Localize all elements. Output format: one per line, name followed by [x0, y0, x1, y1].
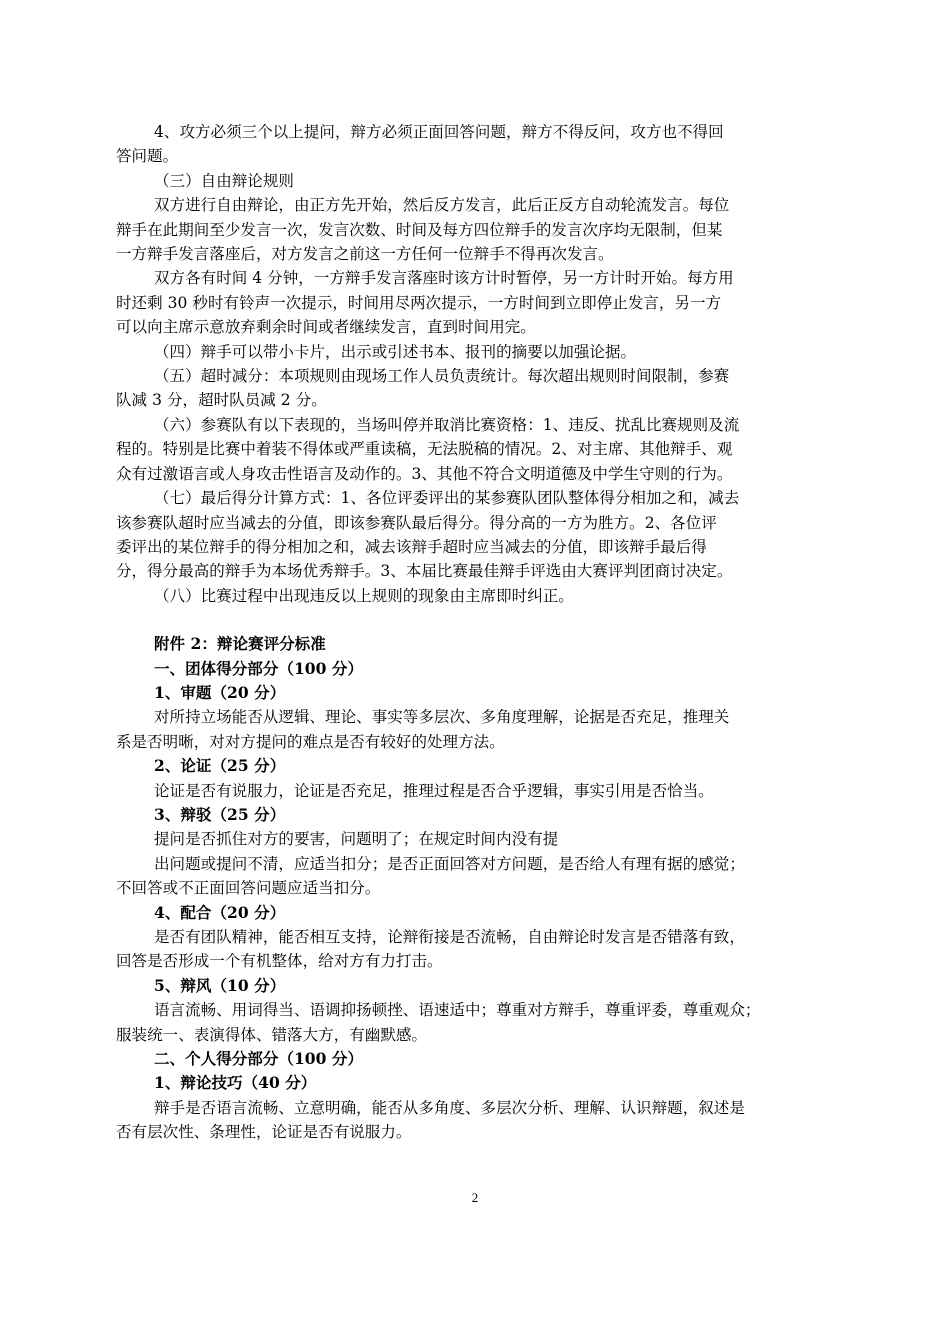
- section-heading: 一、团体得分部分（100 分）: [154, 658, 364, 678]
- paragraph-line: 该参赛队超时应当减去的分值，即该参赛队最后得分。得分高的一方为胜方。2、各位评: [116, 513, 717, 532]
- paragraph-line: 双方进行自由辩论，由正方先开始，然后反方发言，此后正反方自动轮流发言。每位: [154, 196, 730, 215]
- paragraph-line: （五）超时减分：本项规则由现场工作人员负责统计。每次超出规则时间限制，参赛: [154, 367, 730, 386]
- appendix-title: 附件 2：辩论赛评分标准: [154, 634, 326, 654]
- paragraph-line: 回答是否形成一个有机整体，给对方有力打击。: [116, 952, 443, 971]
- paragraph-line: 提问是否抓住对方的要害，问题明了；在规定时间内没有提: [154, 830, 559, 849]
- document-body: [116, 120, 836, 1145]
- paragraph-line: （七）最后得分计算方式：1、各位评委评出的某参赛队团队整体得分相加之和，减去: [154, 489, 740, 508]
- paragraph-line: 分，得分最高的辩手为本场优秀辩手。3、本届比赛最佳辩手评选由大赛评判团商讨决定。: [116, 562, 733, 581]
- paragraph-line: （八）比赛过程中出现违反以上规则的现象由主席即时纠正。: [154, 586, 574, 605]
- criterion-heading: 2、论证（25 分）: [154, 756, 286, 776]
- criterion-heading: 1、辩论技巧（40 分）: [154, 1073, 317, 1093]
- paragraph-line: 服装统一、表演得体、错落大方，有幽默感。: [116, 1025, 428, 1044]
- criterion-heading: 3、辩驳（25 分）: [154, 804, 286, 824]
- paragraph-line: 否有层次性、条理性，论证是否有说服力。: [116, 1123, 412, 1142]
- paragraph-line: 语言流畅、用词得当、语调抑扬顿挫、语速适中；尊重对方辩手，尊重评委，尊重观众；: [154, 1001, 761, 1020]
- section-heading: （三）自由辩论规则: [154, 171, 294, 190]
- paragraph-line: 时还剩 30 秒时有铃声一次提示，时间用尽两次提示，一方时间到立即停止发言，另一方: [116, 293, 722, 312]
- paragraph-line: （六）参赛队有以下表现的，当场叫停并取消比赛资格：1、违反、扰乱比赛规则及流: [154, 415, 740, 434]
- criterion-heading: 1、审题（20 分）: [154, 682, 286, 702]
- paragraph-line: 一方辩手发言落座后，对方发言之前这一方任何一位辩手不得再次发言。: [116, 245, 614, 264]
- criterion-heading: 4、配合（20 分）: [154, 902, 286, 922]
- paragraph-line: （四）辩手可以带小卡片，出示或引述书本、报刊的摘要以加强论据。: [154, 342, 637, 361]
- paragraph-line: 不回答或不正面回答问题应适当扣分。: [116, 879, 381, 898]
- blank-line: [116, 608, 836, 632]
- paragraph-line: 可以向主席示意放弃剩余时间或者继续发言，直到时间用完。: [116, 318, 536, 337]
- paragraph-line: 对所持立场能否从逻辑、理论、事实等多层次、多角度理解，论据是否充足，推理关: [154, 708, 730, 727]
- paragraph-line: 程的。特别是比赛中着装不得体或严重读稿，无法脱稿的情况。2、对主席、其他辩手、观: [116, 440, 733, 459]
- paragraph-line: 论证是否有说服力，论证是否充足，推理过程是否合乎逻辑，事实引用是否恰当。: [154, 781, 714, 800]
- paragraph-line: 辩手是否语言流畅、立意明确，能否从多角度、多层次分析、理解、认识辩题，叙述是: [154, 1098, 745, 1117]
- paragraph-line: 是否有团队精神，能否相互支持，论辩衔接是否流畅，自由辩论时发言是否错落有致，: [154, 928, 745, 946]
- paragraph-line: 辩手在此期间至少发言一次，发言次数、时间及每方四位辩手的发言次序均无限制，但某: [116, 220, 723, 239]
- paragraph-line: 4、攻方必须三个以上提问，辩方必须正面回答问题，辩方不得反问，攻方也不得回: [154, 123, 724, 141]
- paragraph-line: 委评出的某位辩手的得分相加之和，减去该辩手超时应当减去的分值，即该辩手最后得: [116, 537, 707, 556]
- paragraph-line: 答问题。: [116, 147, 179, 166]
- paragraph-line: 众有过激语言或人身攻击性语言及动作的。3、其他不符合文明道德及中学生守则的行为。: [116, 464, 733, 483]
- paragraph-line: 双方各有时间 4 分钟，一方辩手发言落座时该方计时暂停，另一方计时开始。每方用: [154, 269, 734, 288]
- page-number: 2: [471, 1190, 479, 1205]
- paragraph-line: 队减 3 分，超时队员减 2 分。: [116, 391, 327, 410]
- section-heading: 二、个人得分部分（100 分）: [154, 1049, 364, 1069]
- paragraph-line: 出问题或提问不清，应适当扣分；是否正面回答对方问题，是否给人有理有据的感觉；: [154, 854, 745, 873]
- criterion-heading: 5、辩风（10 分）: [154, 975, 286, 995]
- paragraph-line: 系是否明晰，对对方提问的难点是否有较好的处理方法。: [116, 732, 505, 751]
